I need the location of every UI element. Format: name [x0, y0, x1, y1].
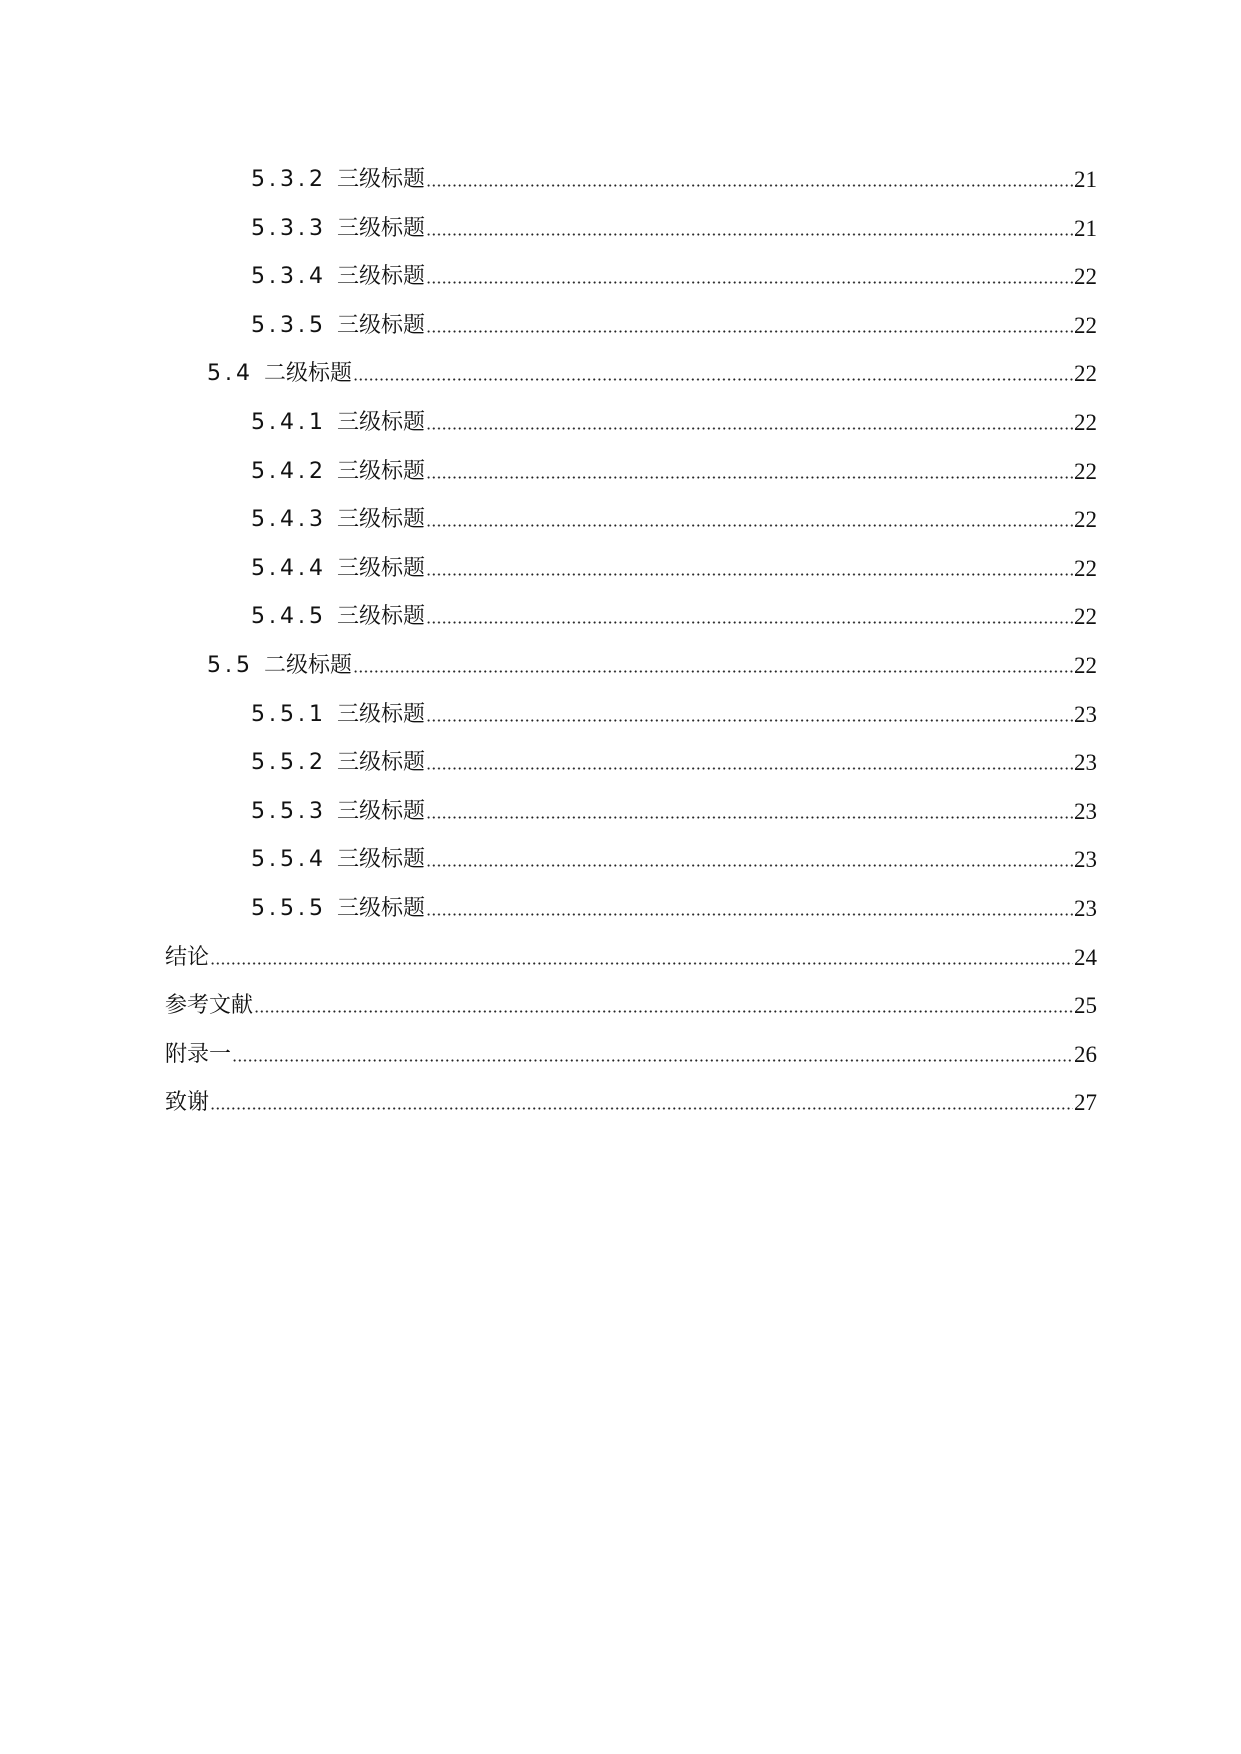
toc-entry-page: 22	[1074, 604, 1097, 630]
toc-entry-page: 22	[1074, 555, 1097, 581]
toc-dot-leader	[426, 751, 1073, 770]
toc-entry-appendix-1[interactable]	[0, 1043, 1241, 1092]
toc-entry-title: 三级标题	[336, 312, 425, 338]
toc-entry-title: 三级标题	[336, 798, 425, 824]
toc-entry-number: 5.3.2	[251, 167, 327, 192]
toc-entry-number: 5.4.4	[251, 555, 327, 581]
toc-entry-5-4-2[interactable]	[0, 460, 1241, 509]
toc-dot-leader	[353, 362, 1073, 381]
toc-entry-number: 5.4.2	[251, 458, 327, 484]
toc-entry-title: 三级标题	[336, 555, 425, 581]
toc-entry-5-5-2[interactable]	[0, 751, 1241, 800]
toc-entry-page: 23	[1074, 798, 1097, 824]
toc-entry-number: 5.4.5	[251, 604, 327, 630]
toc-entry-5-4-4[interactable]	[0, 557, 1241, 606]
toc-entry-5-4[interactable]	[0, 362, 1241, 411]
toc-dot-leader	[426, 557, 1073, 576]
toc-entry-title: 参考文献	[165, 993, 254, 1019]
toc-entry-5-3-3[interactable]	[0, 217, 1241, 266]
toc-dot-leader	[426, 460, 1073, 479]
toc-entry-5-4-3[interactable]	[0, 508, 1241, 557]
toc-entry-title: 三级标题	[336, 409, 425, 435]
toc-entry-5-5-1[interactable]	[0, 703, 1241, 752]
toc-entry-page: 23	[1074, 750, 1097, 776]
toc-entry-5-5[interactable]	[0, 654, 1241, 703]
toc-entry-number: 5.4	[207, 361, 254, 387]
toc-entry-number: 5.5.1	[251, 701, 327, 727]
toc-dot-leader	[353, 654, 1073, 673]
toc-entry-5-5-3[interactable]	[0, 800, 1241, 849]
toc-entry-title: 二级标题	[264, 652, 353, 678]
toc-entry-page: 24	[1074, 944, 1097, 970]
toc-dot-leader	[426, 508, 1073, 527]
toc-entry-number: 5.5.4	[251, 847, 327, 873]
toc-entry-acknowledgements[interactable]	[0, 1091, 1241, 1140]
toc-entry-number: 5.3.5	[251, 312, 327, 338]
toc-entry-number: 5.3.3	[251, 215, 327, 241]
toc-entry-page: 23	[1074, 701, 1097, 727]
toc-dot-leader	[426, 848, 1073, 867]
toc-dot-leader	[426, 605, 1073, 624]
toc-entry-5-3-2[interactable]	[0, 168, 1241, 217]
toc-entry-page: 21	[1074, 215, 1097, 241]
toc-dot-leader	[426, 265, 1073, 284]
toc-entry-title: 三级标题	[336, 507, 425, 533]
toc-entry-page: 22	[1074, 312, 1097, 338]
toc-entry-5-3-4[interactable]	[0, 265, 1241, 314]
toc-entry-title: 三级标题	[336, 701, 425, 727]
toc-entry-number: 5.5	[207, 652, 254, 678]
toc-dot-leader	[426, 703, 1073, 722]
toc-dot-leader	[426, 217, 1073, 236]
toc-entry-page: 23	[1074, 895, 1097, 921]
toc-entry-page: 22	[1074, 458, 1097, 484]
toc-entry-page: 22	[1074, 361, 1097, 387]
toc-entry-title: 附录一	[165, 1041, 232, 1067]
toc-entry-page: 22	[1074, 507, 1097, 533]
toc-dot-leader	[210, 946, 1073, 965]
toc-entry-number: 5.5.3	[251, 798, 327, 824]
toc-entry-number: 5.4.1	[251, 409, 327, 435]
toc-dot-leader	[426, 800, 1073, 819]
toc-entry-page: 25	[1074, 993, 1097, 1019]
toc-entry-title: 结论	[165, 944, 210, 970]
toc-dot-leader	[426, 168, 1073, 187]
toc-entry-title: 三级标题	[336, 750, 425, 776]
toc-entry-number: 5.5.5	[251, 895, 327, 921]
table-of-contents	[0, 168, 1241, 1140]
toc-entry-number: 5.5.2	[251, 750, 327, 776]
toc-entry-number: 5.3.4	[251, 264, 327, 290]
toc-entry-page: 27	[1074, 1090, 1097, 1116]
toc-entry-page: 22	[1074, 652, 1097, 678]
toc-entry-title: 三级标题	[336, 215, 425, 241]
toc-entry-number: 5.4.3	[251, 507, 327, 533]
toc-entry-5-3-5[interactable]	[0, 314, 1241, 363]
toc-entry-page: 23	[1074, 847, 1097, 873]
toc-entry-title: 三级标题	[336, 458, 425, 484]
toc-entry-page: 22	[1074, 409, 1097, 435]
toc-entry-5-4-5[interactable]	[0, 605, 1241, 654]
toc-entry-conclusion[interactable]	[0, 946, 1241, 995]
toc-entry-5-4-1[interactable]	[0, 411, 1241, 460]
toc-dot-leader	[426, 897, 1073, 916]
toc-entry-page: 22	[1074, 264, 1097, 290]
toc-dot-leader	[426, 411, 1073, 430]
toc-entry-5-5-4[interactable]	[0, 848, 1241, 897]
toc-entry-title: 三级标题	[336, 167, 425, 192]
toc-entry-title: 三级标题	[336, 895, 425, 921]
toc-dot-leader	[232, 1043, 1073, 1062]
toc-entry-references[interactable]	[0, 994, 1241, 1043]
toc-dot-leader	[254, 994, 1073, 1013]
toc-entry-page: 21	[1074, 167, 1097, 192]
toc-entry-title: 三级标题	[336, 604, 425, 630]
toc-entry-title: 三级标题	[336, 264, 425, 290]
toc-entry-title: 三级标题	[336, 847, 425, 873]
toc-entry-5-5-5[interactable]	[0, 897, 1241, 946]
toc-entry-title: 致谢	[165, 1090, 210, 1116]
toc-dot-leader	[210, 1091, 1073, 1110]
toc-dot-leader	[426, 314, 1073, 333]
toc-entry-title: 二级标题	[264, 361, 353, 387]
toc-entry-page: 26	[1074, 1041, 1097, 1067]
